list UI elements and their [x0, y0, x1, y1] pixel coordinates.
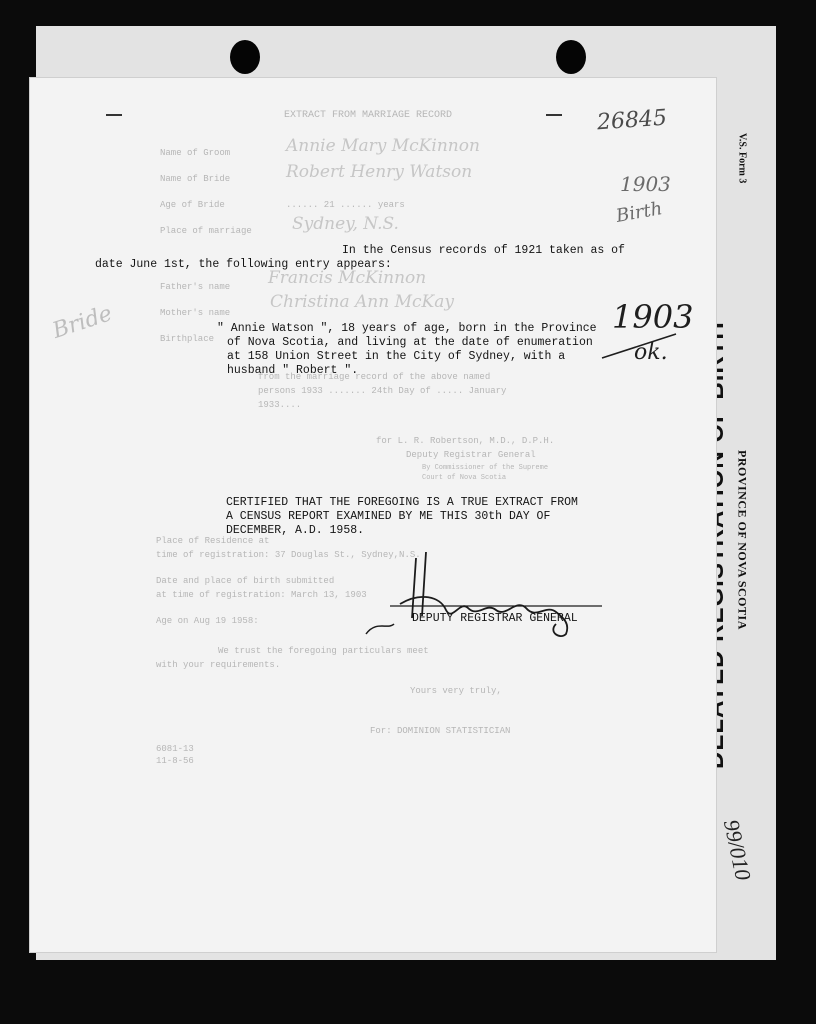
- faint-value: Christina Ann McKay: [270, 292, 454, 312]
- faint-value: Sydney, N.S.: [292, 214, 399, 234]
- faint-text: Yours very truly,: [410, 686, 502, 696]
- faint-label: Name of Bride: [160, 174, 231, 184]
- entry-line-1: " Annie Watson ", 18 years of age, born in the Province: [217, 322, 597, 335]
- faint-value: Francis McKinnon: [268, 268, 427, 288]
- ok-note: ok.: [634, 340, 668, 365]
- faint-text: Age on Aug 19 1958:: [156, 616, 259, 626]
- faint-text: Date and place of birth submitted: [156, 576, 335, 586]
- faint-label: Birthplace: [160, 334, 215, 344]
- faint-label: Father's name: [160, 282, 231, 292]
- form-number: V.S. Form 3: [736, 132, 748, 184]
- faint-label: Place of marriage: [160, 226, 252, 236]
- faint-label: Mother's name: [160, 308, 231, 318]
- intro-line-2: date June 1st, the following entry appears:: [95, 258, 392, 271]
- faint-text: 6081-13: [156, 744, 194, 754]
- census-extract-sheet: [30, 78, 716, 952]
- faint-text: Court of Nova Scotia: [422, 474, 507, 482]
- faint-text: 11-8-56: [156, 756, 194, 766]
- intro-line-1: In the Census records of 1921 taken as of: [342, 244, 625, 257]
- faint-heading: EXTRACT FROM MARRIAGE RECORD: [284, 110, 453, 121]
- certification-line-1: CERTIFIED THAT THE FOREGOING IS A TRUE EXTRACT FROM: [226, 496, 578, 509]
- punch-mark: [546, 114, 562, 116]
- faint-text: By Commissioner of the Supreme: [422, 464, 549, 472]
- handwritten-year-main: 1903: [612, 298, 694, 336]
- faint-text: Deputy Registrar General: [406, 450, 536, 460]
- faint-text: for L. R. Robertson, M.D., D.P.H.: [376, 436, 555, 446]
- punch-hole-left: [230, 40, 260, 74]
- deputy-signature: [360, 546, 610, 642]
- entry-line-3: at 158 Union Street in the City of Sydney, with a: [227, 350, 566, 363]
- faint-value: Annie Mary McKinnon: [286, 136, 480, 156]
- certification-line-2: A CENSUS REPORT EXAMINED BY ME THIS 30th DAY OF: [226, 510, 551, 523]
- faint-text: Place of Residence at: [156, 536, 270, 546]
- faint-text: 1933....: [258, 400, 302, 410]
- entry-line-4: husband " Robert ".: [227, 364, 359, 377]
- handwritten-number: 26845: [596, 105, 668, 136]
- faint-text: For: DOMINION STATISTICIAN: [370, 726, 511, 736]
- handwritten-note: Birth: [614, 198, 664, 227]
- faint-text: with your requirements.: [156, 660, 281, 670]
- faint-text: from the marriage record of the above named: [258, 372, 491, 382]
- punch-mark: [106, 114, 122, 116]
- province-label: PROVINCE OF NOVA SCOTIA: [735, 450, 750, 630]
- faint-left-note: Bride: [49, 301, 116, 344]
- faint-text: at time of registration: March 13, 1903: [156, 590, 367, 600]
- entry-line-2: of Nova Scotia, and living at the date of enumeration: [227, 336, 593, 349]
- faint-value: Robert Henry Watson: [286, 162, 473, 182]
- registration-number: 99/010: [718, 817, 757, 883]
- faint-text: We trust the foregoing particulars meet: [218, 646, 429, 656]
- punch-hole-right: [556, 40, 586, 74]
- faint-value: ...... 21 ...... years: [286, 200, 405, 210]
- faint-label: Age of Bride: [160, 200, 225, 210]
- certification-line-3: DECEMBER, A.D. 1958.: [226, 524, 365, 537]
- faint-text: time of registration: 37 Douglas St., Sydney,N.S.: [156, 550, 421, 560]
- handwritten-year: 1903: [620, 172, 671, 196]
- faint-text: persons 1933 ....... 24th Day of ..... January: [258, 386, 507, 396]
- faint-label: Name of Groom: [160, 148, 231, 158]
- deputy-registrar-title: DEPUTY REGISTRAR GENERAL: [412, 612, 578, 625]
